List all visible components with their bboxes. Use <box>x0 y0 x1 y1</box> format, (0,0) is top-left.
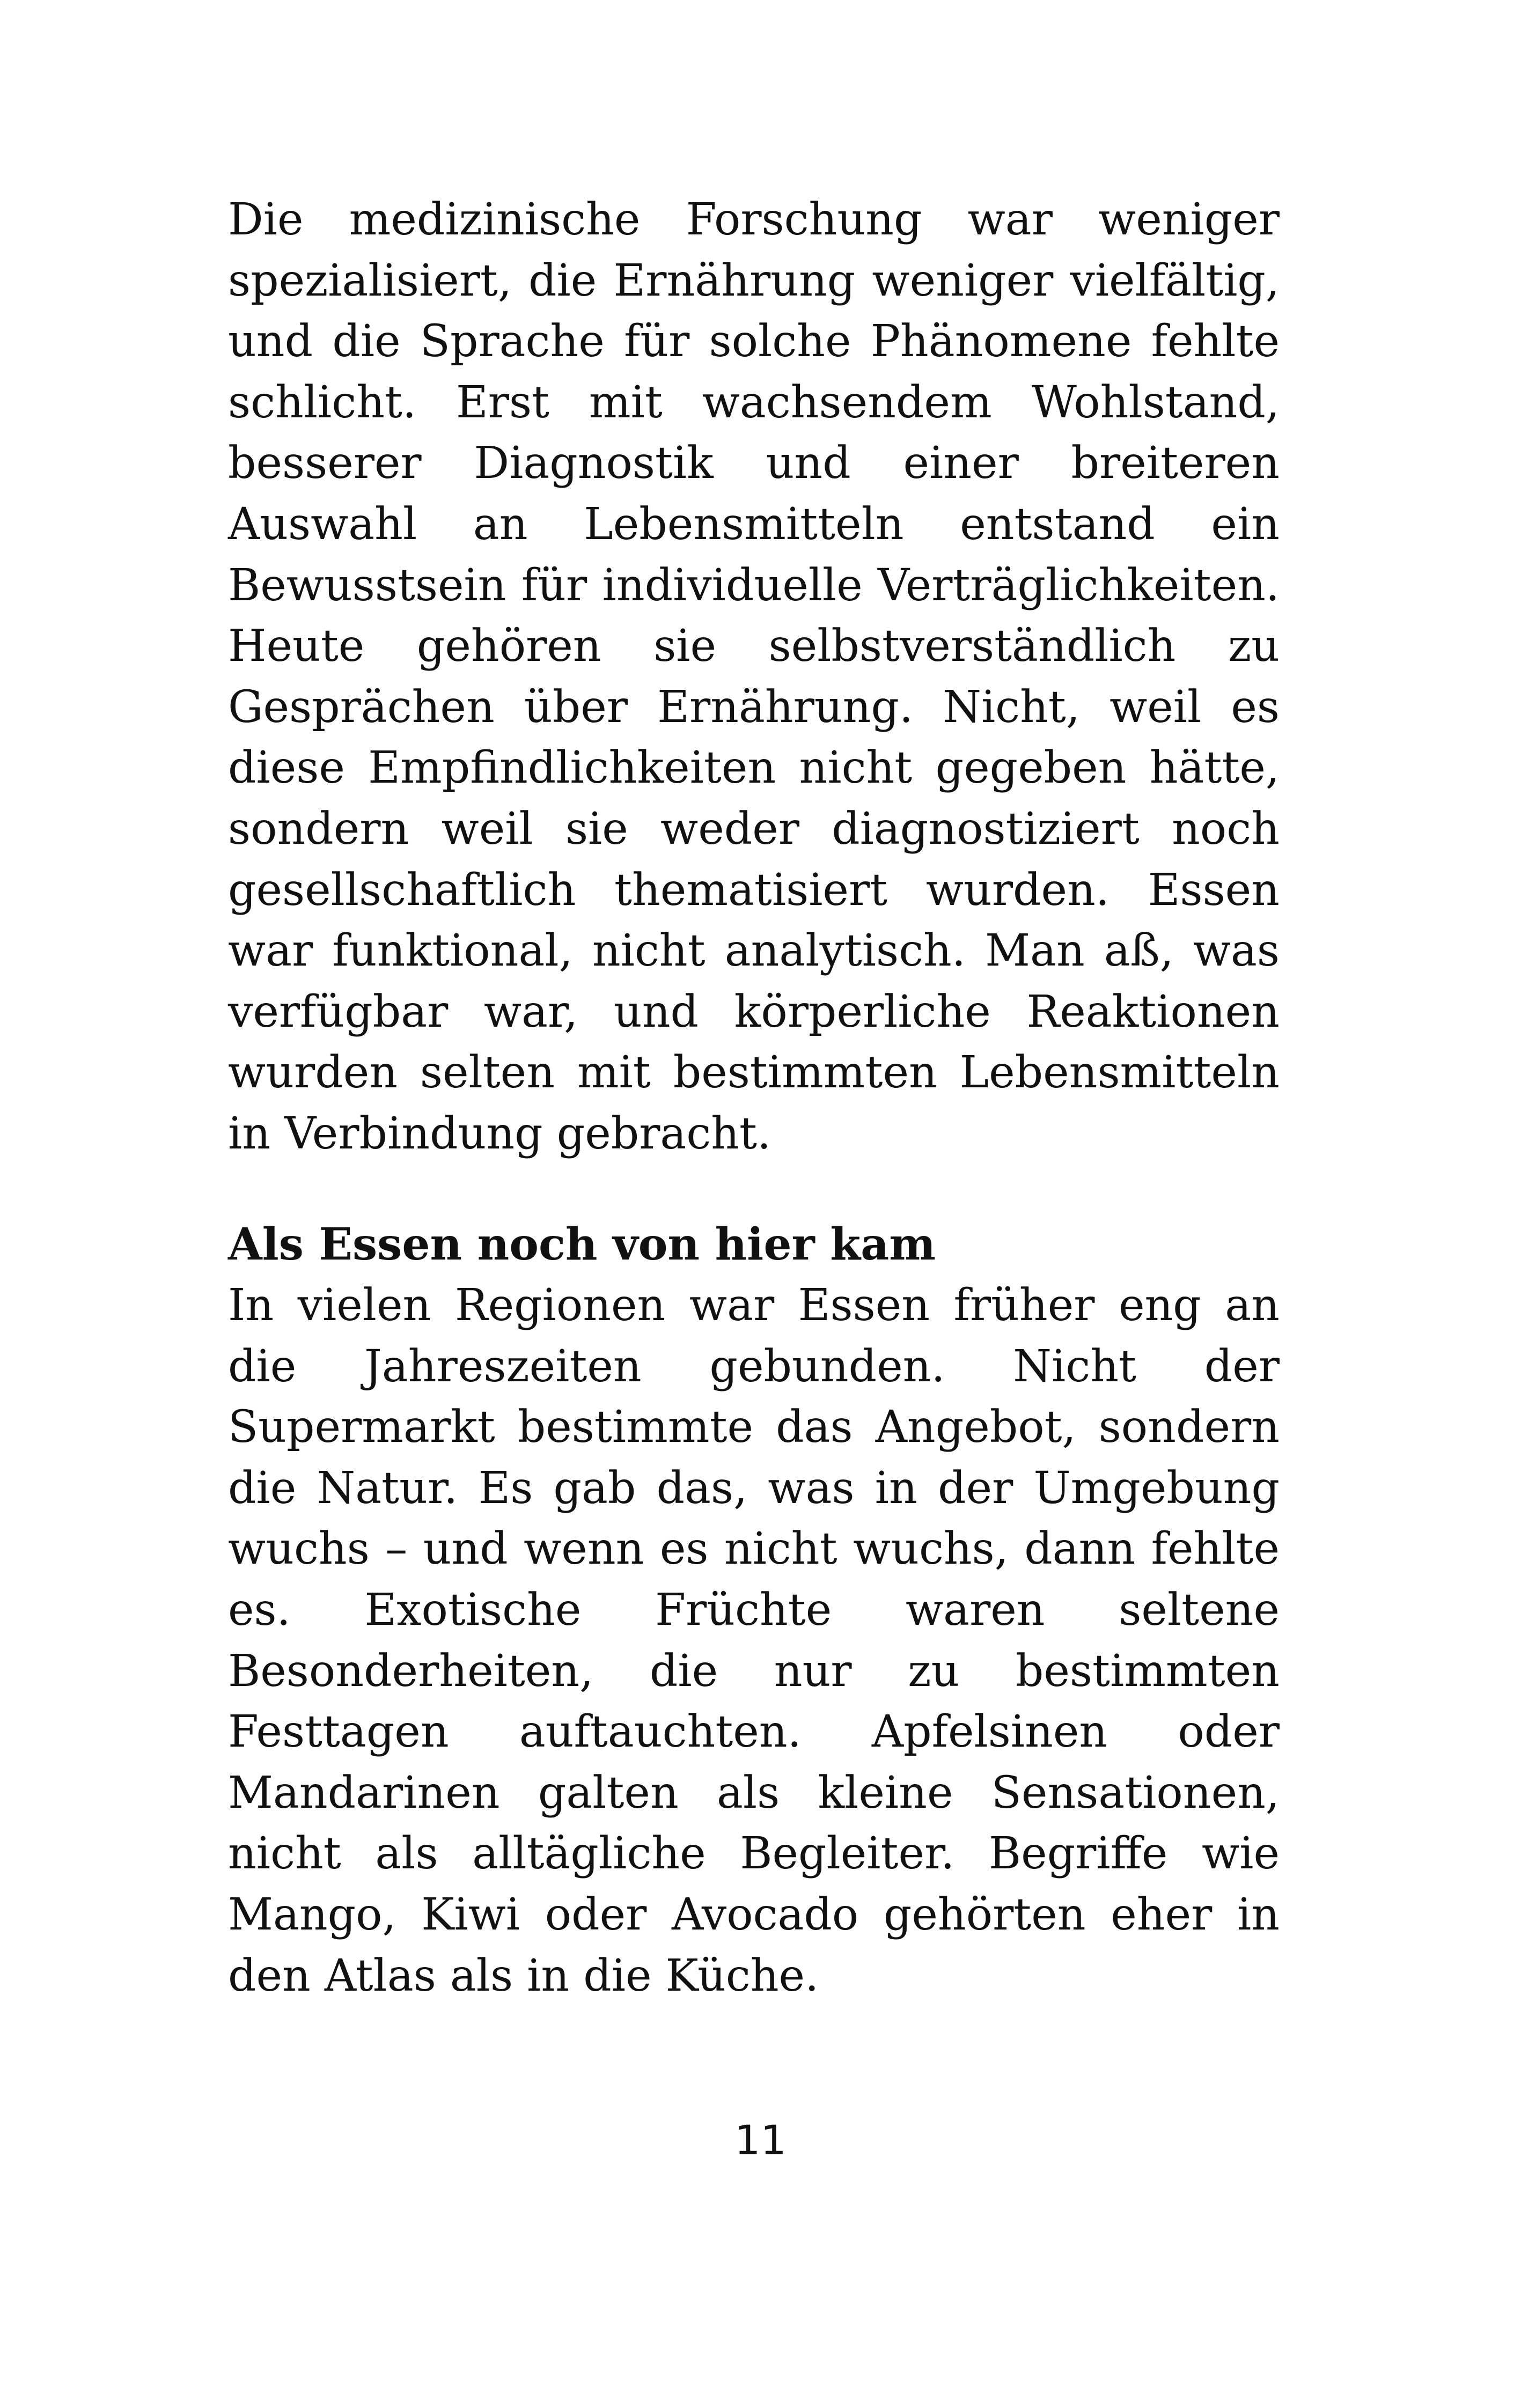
page-number: 11 <box>734 2116 787 2164</box>
body-paragraph: In vielen Regionen war Essen früher eng an die Jahreszeiten gebunden. Nicht der Supermarkt bestimmte das Angebot, sondern die Natur. Es gab das, was in der Umgebung wuchs – und wenn es nicht wuchs, dann fehlte es. Exotische Früchte waren seltene Besonderheiten, die nur zu bestimmten Festtagen auftauchten. Apfelsinen oder Mandarinen galten als kleine Sensationen, nicht als alltägliche Begleiter. Begriffe wie Mango, Kiwi oder Avocado gehörten eher in den Atlas als in die Küche. <box>228 1280 1280 2001</box>
section-heading: Als Essen noch von hier kam <box>228 1219 936 1270</box>
body-paragraph: Die medizinische Forschung war weniger spezialisiert, die Ernährung weniger vielfältig, und die Sprache für solche Phänomene fehlte schlicht. Erst mit wachsendem Wohlstand, besserer Diagnostik und einer breiteren Auswahl an Lebensmitteln entstand ein Bewusstsein für individuelle Verträglichkeiten. Heute gehören sie selbstverständlich zu Gesprächen über Ernährung. Nicht, weil es diese Empfindlichkeiten nicht gegeben hätte, sondern weil sie weder diagnostiziert noch gesellschaftlich thematisiert wurden. Essen war funktional, nicht analytisch. Man aß, was verfügbar war, und körperliche Reaktionen wurden selten mit bestimmten Lebensmitteln in Verbindung gebracht. <box>228 194 1280 1159</box>
